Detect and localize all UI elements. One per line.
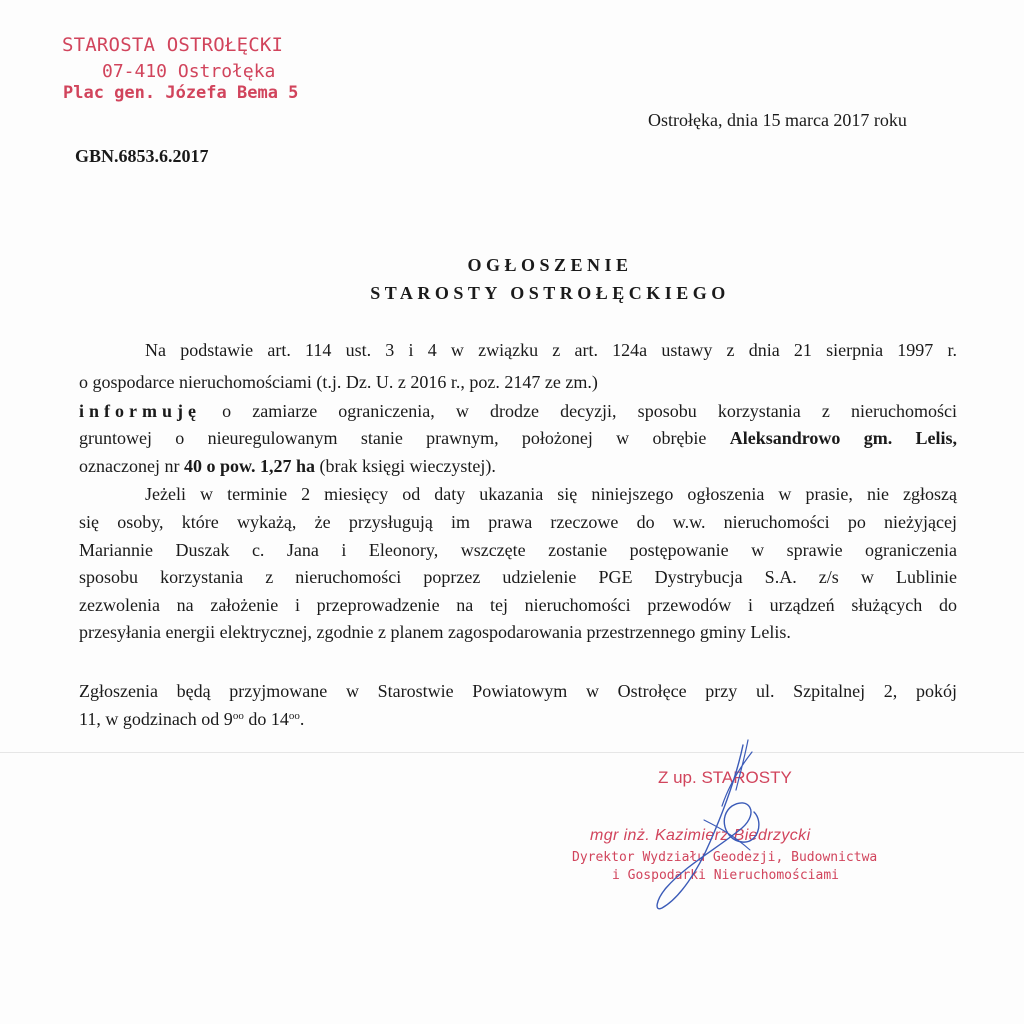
handwritten-signature-icon [640,730,790,920]
body-text: 11, w godzinach od 9 [79,709,233,729]
body-text: (brak księgi wieczystej). [314,456,496,476]
case-reference-number: GBN.6853.6.2017 [75,146,209,166]
body-line: przesyłania energii elektrycznej, zgodnie z planem zagospodarowania przestrzennego gminy Lelis. [79,622,791,642]
body-text: o zamiarze ograniczenia, w drodze decyzji, sposobu korzystania z nieruchomości [222,401,957,421]
body-emphasis: 40 o pow. 1,27 ha [183,456,315,476]
body-line: sposobu korzystania z nieruchomości poprzez udzielenie PGE Dystrybucja S.A. z/s w Lublinie [79,567,957,587]
body-line: o gospodarce nieruchomościami (t.j. Dz. U. z 2016 r., poz. 2147 ze zm.) [79,372,598,392]
body-text: . [299,709,305,729]
office-stamp-address: Plac gen. Józefa Bema 5 [63,83,299,103]
body-line: Zgłoszenia będą przyjmowane w Starostwie Powiatowym w Ostrołęce przy ul. Szpitalnej 2, pokój [79,681,957,701]
body-line: Mariannie Duszak c. Jana i Eleonory, wszczęte zostanie postępowanie w sprawie ograniczenia [79,540,957,560]
body-line: Na podstawie art. 114 ust. 3 i 4 w związku z art. 124a ustawy z dnia 21 sierpnia 1997 r. [145,340,957,360]
body-text: do 14 [243,709,289,729]
body-line: zezwolenia na założenie i przeprowadzenie na tej nieruchomości przewodów i urządzeń służących do [79,595,957,615]
document-title: OGŁOSZENIE [467,255,633,275]
body-text: oznaczonej nr [79,456,184,476]
body-line [79,708,957,730]
body-text: gruntowej o nieuregulowanym stanie prawnym, położonej w obrębie [79,428,730,448]
document-subtitle: STAROSTY OSTROŁĘCKIEGO [370,283,730,303]
office-stamp-title: STAROSTA OSTROŁĘCKI [62,34,284,56]
office-stamp-postcode: 07-410 Ostrołęka [102,61,276,82]
signer-role-line1: Dyrektor Wydziału Geodezji, Budownictwa [572,850,878,865]
body-line [79,455,957,477]
body-line: się osoby, które wykażą, że przysługują im prawa rzeczowe do w.w. nieruchomości po nieżyjącej [79,512,957,532]
body-line [79,427,957,449]
body-line: Jeżeli w terminie 2 miesięcy od daty ukazania się niniejszego ogłoszenia w prasie, nie zgłoszą [145,484,957,504]
signer-name-stamp: mgr inż. Kazimierz Biedrzycki [590,827,811,844]
paper-fold-line [0,752,1024,753]
document-date: Ostrołęka, dnia 15 marca 2017 roku [648,110,907,130]
body-emphasis: Aleksandrowo gm. Lelis, [729,428,958,448]
body-emphasis: informuję [79,401,201,421]
on-behalf-stamp: Z up. STAROSTY [658,768,792,787]
body-line [79,400,957,422]
body-superscript: oo [232,710,244,722]
body-superscript: oo [288,710,300,722]
signer-role-line2: i Gospodarki Nieruchomościami [612,868,839,883]
